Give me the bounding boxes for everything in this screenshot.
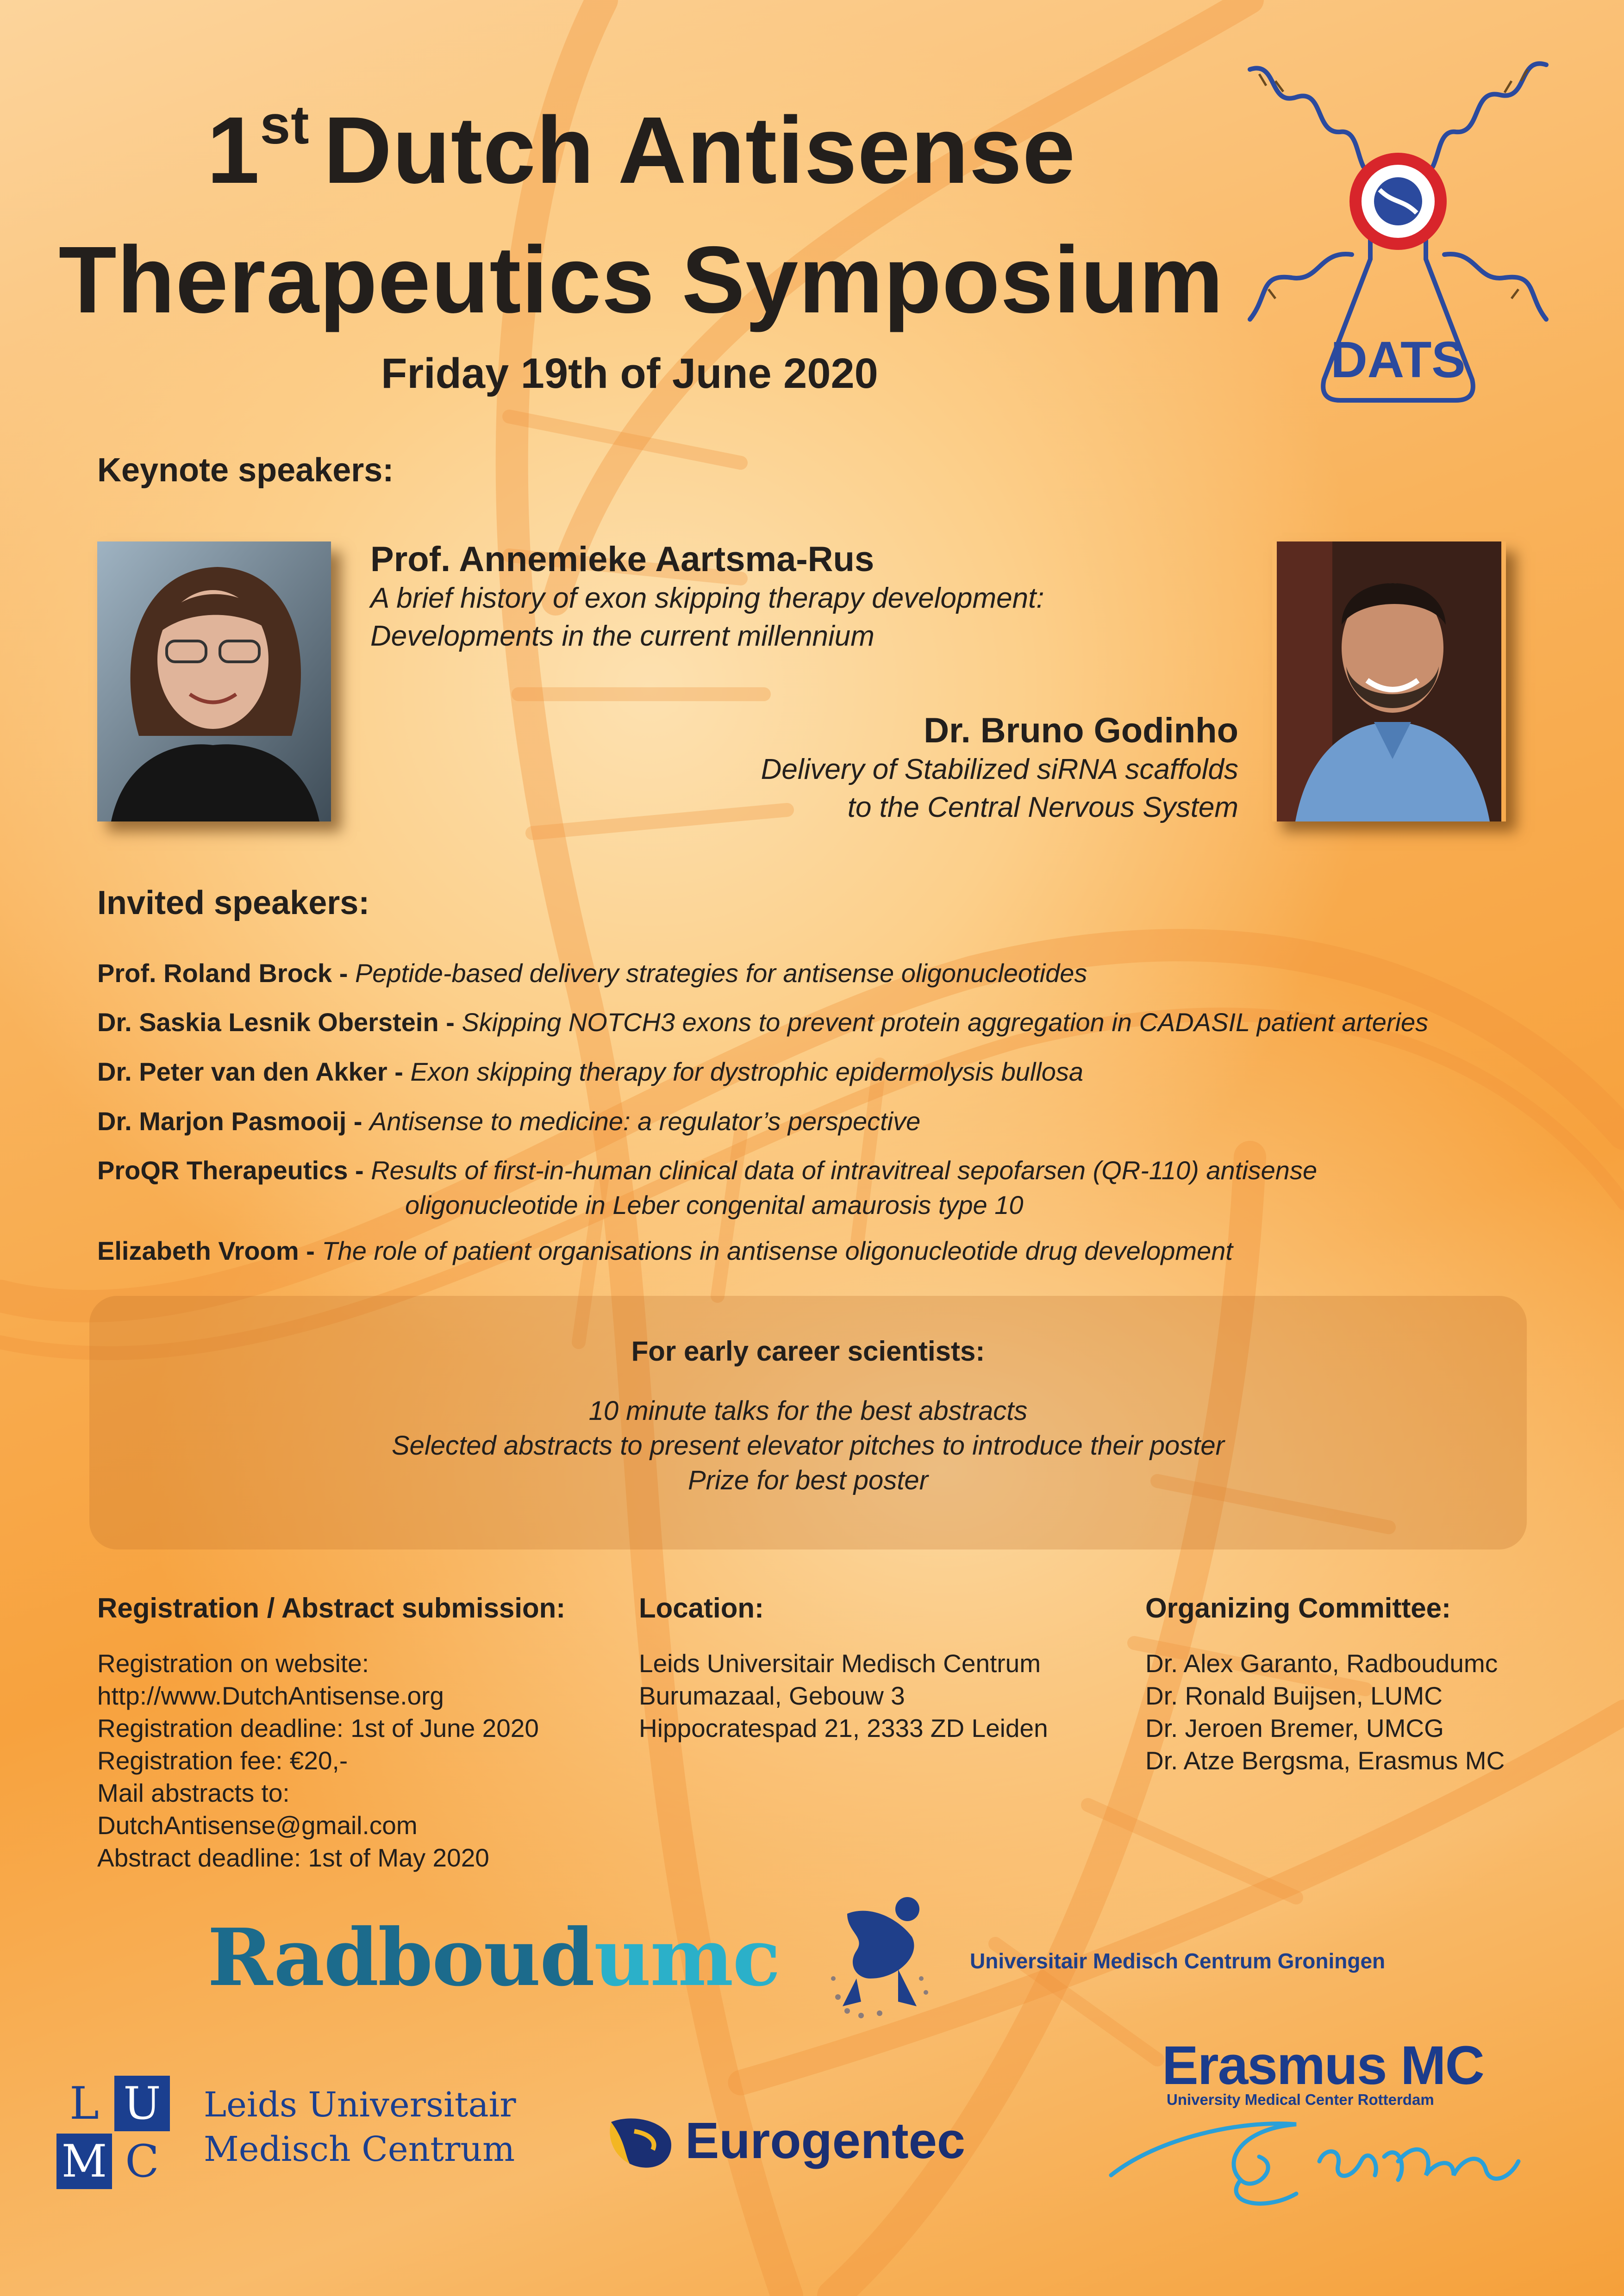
early-career-line-2: Selected abstracts to present elevator pitches to introduce their poster xyxy=(392,1431,1224,1461)
committee-section xyxy=(1145,1592,1608,1777)
invited-speaker-6-talk: The role of patient organisations in antisense oligonucleotide drug development xyxy=(322,1236,1233,1265)
title-ordinal-suffix: st xyxy=(260,94,310,156)
registration-website-link[interactable]: http://www.DutchAntisense.org xyxy=(97,1681,444,1710)
invited-speaker-1 xyxy=(97,957,1555,990)
keynote-speaker-2 xyxy=(509,710,1238,827)
invited-speaker-1-talk: Peptide-based delivery strategies for antisense oligonucleotides xyxy=(355,958,1087,988)
registration-details xyxy=(97,1647,630,1874)
lumc-logo-line-2: Medisch Centrum xyxy=(204,2129,515,2169)
invited-speaker-4 xyxy=(97,1105,1555,1138)
registration-line: Registration fee: €20,- xyxy=(97,1746,348,1775)
invited-speaker-2-talk: Skipping NOTCH3 exons to prevent protein aggregation in CADASIL patient arteries xyxy=(462,1008,1429,1037)
committee-member: Dr. Ronald Buijsen, LUMC xyxy=(1145,1681,1443,1710)
invited-speaker-6-name: Elizabeth Vroom - xyxy=(97,1236,315,1265)
erasmus-mc-logo-subtitle: University Medical Center Rotterdam xyxy=(1167,2091,1434,2108)
invited-speaker-1-name: Prof. Roland Brock - xyxy=(97,958,348,988)
lumc-letter-u: U xyxy=(114,2076,170,2131)
location-line: Hippocratespad 21, 2333 ZD Leiden xyxy=(639,1714,1048,1742)
invited-heading: Invited speakers: xyxy=(97,884,370,921)
location-details xyxy=(639,1647,1125,1744)
radboudumc-logo xyxy=(207,1911,780,2004)
radboudumc-logo-part-1: Radboud xyxy=(207,1911,594,2004)
invited-speaker-5-name: ProQR Therapeutics - xyxy=(97,1156,364,1185)
invited-speaker-4-talk: Antisense to medicine: a regulator’s perspective xyxy=(369,1107,921,1136)
eurogentec-logo-text: Eurogentec xyxy=(685,2112,966,2169)
registration-line: Abstract deadline: 1st of May 2020 xyxy=(97,1843,489,1872)
invited-speaker-5-talk: Results of first-in-human clinical data of intravitreal sepofarsen (QR-110) antisense xyxy=(371,1156,1318,1185)
radboudumc-logo-part-2: umc xyxy=(593,1911,780,2004)
keynote-speaker-1 xyxy=(370,539,1250,655)
invited-speaker-3-talk: Exon skipping therapy for dystrophic epidermolysis bullosa xyxy=(410,1057,1084,1086)
keynote-speaker-1-talk-line-2: Developments in the current millennium xyxy=(370,620,874,652)
event-date: Friday 19th of June 2020 xyxy=(381,350,878,397)
invited-speaker-5-talk-continued xyxy=(405,1188,1516,1222)
early-career-box xyxy=(89,1296,1527,1549)
eurogentec-logo-mark xyxy=(606,2113,676,2173)
early-career-line-1: 10 minute talks for the best abstracts xyxy=(588,1396,1028,1426)
speaker-photo-godinho xyxy=(1272,541,1506,821)
title-line-2: Therapeutics Symposium xyxy=(58,227,1224,333)
poster-title xyxy=(28,93,1255,338)
lumc-logo-line-1: Leids Universitair xyxy=(204,2085,516,2125)
title-ordinal: 1 xyxy=(206,97,260,203)
location-section xyxy=(639,1592,1125,1744)
invited-speaker-3-name: Dr. Peter van den Akker - xyxy=(97,1057,403,1086)
early-career-line-3: Prize for best poster xyxy=(688,1465,928,1495)
committee-member: Dr. Atze Bergsma, Erasmus MC xyxy=(1145,1746,1505,1775)
title-line-1: Dutch Antisense xyxy=(323,97,1076,203)
keynote-speaker-2-talk-line-1: Delivery of Stabilized siRNA scaffolds xyxy=(761,753,1238,785)
lumc-letter-c: C xyxy=(125,2135,159,2187)
registration-heading: Registration / Abstract submission: xyxy=(97,1593,566,1624)
registration-email-link[interactable]: DutchAntisense@gmail.com xyxy=(97,1811,418,1840)
speaker-photo-aartsma-rus xyxy=(97,541,331,821)
registration-line: Registration deadline: 1st of June 2020 xyxy=(97,1714,539,1742)
umcg-frog-logo xyxy=(829,1886,940,2020)
location-line: Leids Universitair Medisch Centrum xyxy=(639,1649,1041,1678)
lumc-letter-l: L xyxy=(69,2078,99,2129)
dats-logo-text: DATS xyxy=(1330,331,1466,388)
erasmus-mc-logo-text: Erasmus MC xyxy=(1162,2035,1484,2096)
early-career-heading: For early career scientists: xyxy=(631,1336,985,1367)
invited-speaker-5 xyxy=(97,1154,1555,1187)
invited-speaker-4-name: Dr. Marjon Pasmooij - xyxy=(97,1107,362,1136)
lumc-logo-text xyxy=(204,2083,516,2172)
invited-speaker-2-name: Dr. Saskia Lesnik Oberstein - xyxy=(97,1008,455,1037)
invited-speaker-2 xyxy=(97,1006,1555,1039)
umcg-logo-text: Universitair Medisch Centrum Groningen xyxy=(970,1949,1386,1973)
committee-list xyxy=(1145,1647,1608,1777)
registration-line: Mail abstracts to: xyxy=(97,1779,290,1807)
committee-member: Dr. Alex Garanto, Radboudumc xyxy=(1145,1649,1498,1678)
location-line: Burumazaal, Gebouw 3 xyxy=(639,1681,905,1710)
lumc-letter-m: M xyxy=(56,2134,112,2189)
registration-line: Registration on website: xyxy=(97,1649,369,1678)
keynote-speaker-2-name: Dr. Bruno Godinho xyxy=(924,711,1238,750)
committee-member: Dr. Jeroen Bremer, UMCG xyxy=(1145,1714,1444,1742)
invited-speaker-5-talk-cont: oligonucleotide in Leber congenital amaurosis type 10 xyxy=(405,1190,1024,1220)
dats-logo xyxy=(1241,56,1555,426)
invited-speaker-6 xyxy=(97,1234,1555,1268)
invited-speaker-3 xyxy=(97,1055,1555,1089)
keynote-speaker-1-name: Prof. Annemieke Aartsma-Rus xyxy=(370,540,874,579)
keynote-speaker-1-talk-line-1: A brief history of exon skipping therapy development: xyxy=(370,582,1044,614)
registration-section xyxy=(97,1592,630,1874)
erasmus-signature-logo xyxy=(1102,2110,1546,2212)
keynote-heading: Keynote speakers: xyxy=(97,452,394,489)
committee-heading: Organizing Committee: xyxy=(1145,1593,1451,1624)
location-heading: Location: xyxy=(639,1593,764,1624)
keynote-speaker-2-talk-line-2: to the Central Nervous System xyxy=(847,791,1238,823)
lumc-logo-mark xyxy=(56,2076,170,2189)
